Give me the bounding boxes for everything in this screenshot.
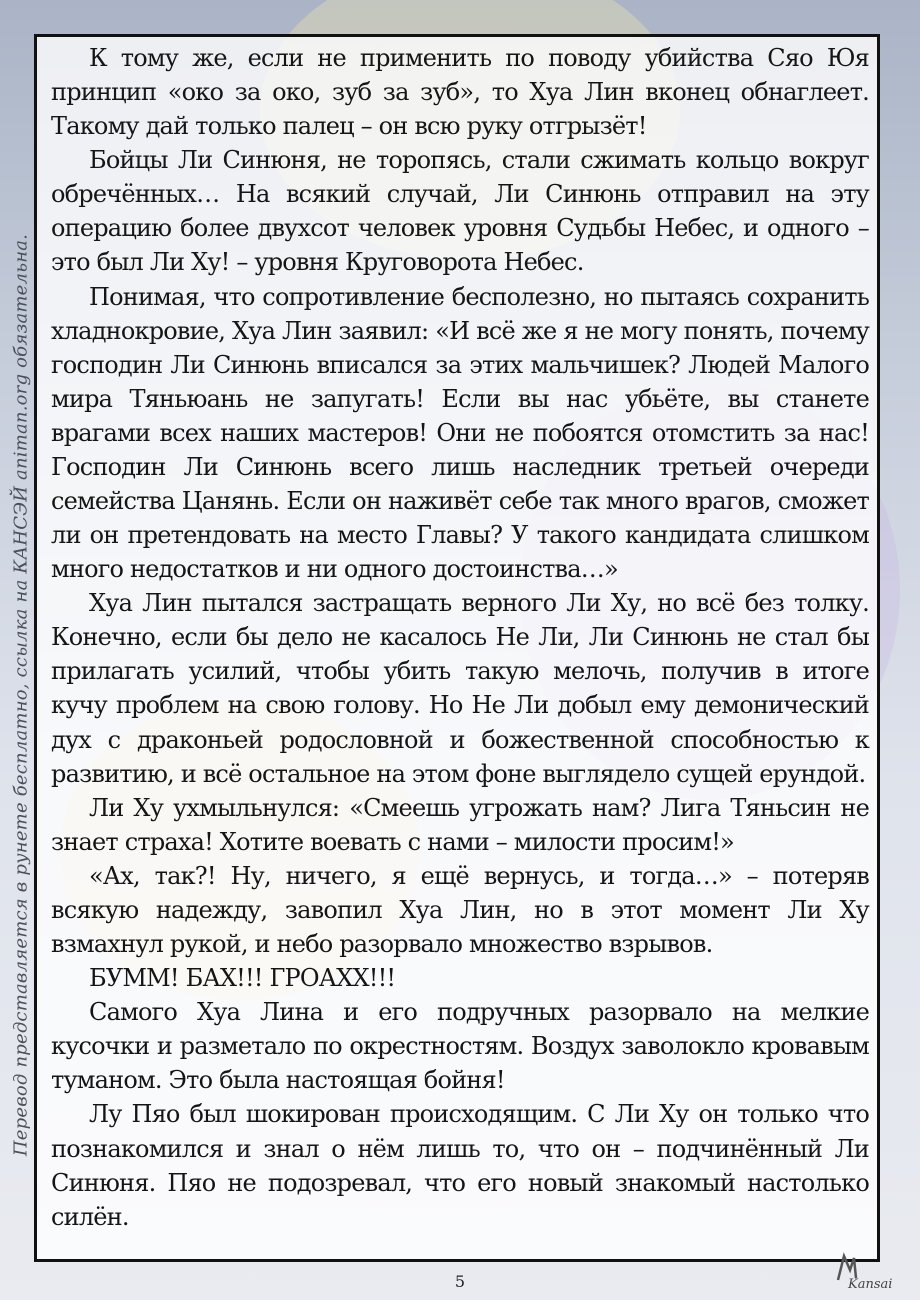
paragraph: Понимая, что сопротивление бесполезно, но пытаясь сохранить хладнокровие, Хуа Лин заявил: «И всё же я не могу понять, почему господин Ли Синюнь вписался за этих мальчишек? Людей Малого мира Тяньюань не запугать! Если вы нас убьёте, вы станете врагами всех наших мастеров! Они не побоятся отомстить за нас! Господин Ли Синюнь всего лишь наследник третьей очереди семейства Цанянь. Если он наживёт себе так много врагов, сможет ли он претендовать на место Главы? У такого кандидата слишком много недостатков и ни одного достоинства…» <box>51 282 869 584</box>
translation-notice <box>6 233 36 1157</box>
translation-notice-text: Перевод представляется в рунете бесплатно, ссылка на КАНСЭЙ animan.org обязательна. <box>10 233 32 1157</box>
page-number: 5 <box>454 1272 466 1291</box>
story-text <box>51 41 869 1234</box>
paragraph: Лу Пяо был шокирован происходящим. С Ли Ху он только что познакомился и знал о нём лишь то, что он – подчинённый Ли Синюня. Пяо не подозревал, что его новый знакомый настолько силён. <box>51 1100 869 1231</box>
paragraph: «Ах, так?! Ну, ничего, я ещё вернусь, и тогда…» – потеряв всякую надежду, завопил Хуа Лин, но в этот момент Ли Ху взмахнул рукой, и небо разорвало множество взрывов. <box>51 861 869 959</box>
paragraph: Бойцы Ли Синюня, не торопясь, стали сжимать кольцо вокруг обречённых… На всякий случай, Ли Синюнь отправил на эту операцию более двухсот человек уровня Судьбы Небес, и одного – это был Ли Ху! – уровня Круговорота Небес. <box>51 146 869 277</box>
paragraph: К тому же, если не применить по поводу убийства Сяо Юя принцип «око за око, зуб за зуб», то Хуа Лин вконец обнаглеет. Такому дай только палец – он всю руку отгрызёт! <box>51 44 869 141</box>
logo-text: Kansai <box>848 1277 893 1292</box>
text-frame <box>34 34 880 1262</box>
kansai-logo <box>832 1250 902 1292</box>
paragraph: БУММ! БАХ!!! ГРОАХХ!!! <box>89 964 396 993</box>
paragraph: Самого Хуа Лина и его подручных разорвало на мелкие кусочки и разметало по окрестностям. Воздух заволокло кровавым туманом. Это была настоящая бойня! <box>51 998 869 1095</box>
paragraph: Ли Ху ухмыльнулся: «Смеешь угрожать нам? Лига Тяньсин не знает страха! Хотите воевать с нами – милости просим!» <box>51 793 869 856</box>
paragraph: Хуа Лин пытался застращать верного Ли Ху, но всё без толку. Конечно, если бы дело не касалось Не Ли, Ли Синюнь не стал бы прилагать усилий, чтобы убить такую мелочь, получив в итоге кучу проблем на свою голову. Но Не Ли добыл ему демонический дух с драконьей родословной и божественной способностью к развитию, и всё остальное на этом фоне выглядело сущей ерундой. <box>51 589 869 788</box>
